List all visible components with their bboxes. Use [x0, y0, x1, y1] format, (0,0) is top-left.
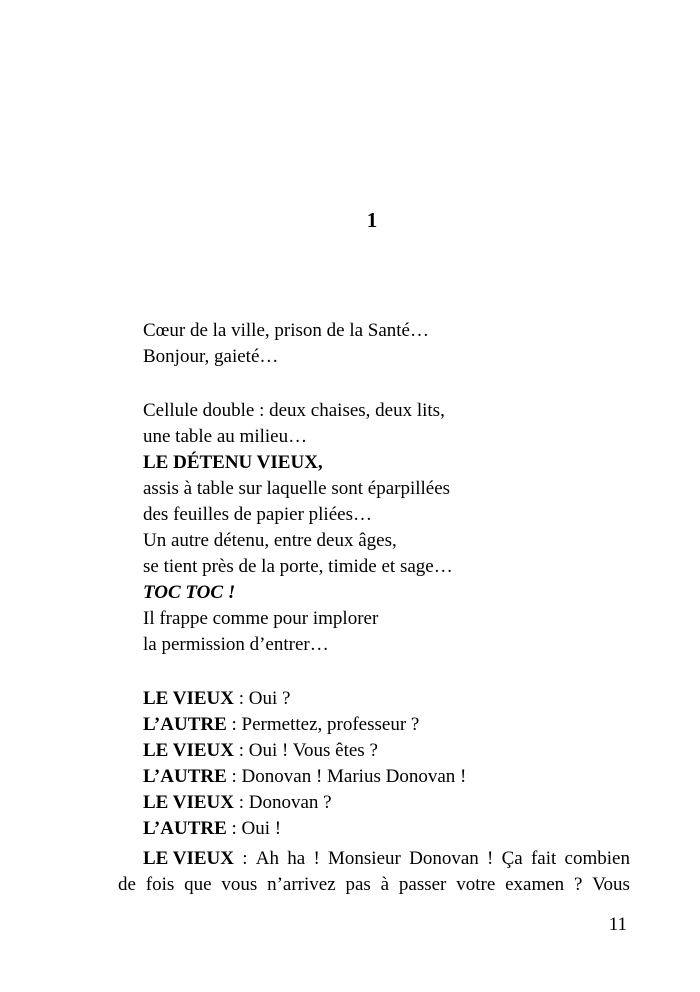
word: : [242, 848, 248, 869]
word: de [118, 874, 136, 895]
dialogue-line [143, 816, 281, 842]
word: ha [287, 848, 306, 869]
word: Ah [255, 848, 279, 869]
word: que [184, 874, 212, 895]
stage-direction-line: des feuilles de papier pliées… [143, 504, 372, 525]
dialogue-line [143, 738, 378, 764]
dialogue-line [143, 686, 290, 712]
stage-direction-line: Un autre détenu, entre deux âges, [143, 530, 397, 551]
word: fait [530, 848, 557, 869]
stage-direction-line: se tient près de la porte, timide et sage… [143, 556, 453, 577]
sound-effect: TOC TOC ! [143, 582, 236, 603]
word: vous [221, 874, 258, 895]
stage-direction-line: la permission d’entrer… [143, 634, 329, 655]
word: passer [398, 874, 447, 895]
dialogue-text: : Oui ! [226, 818, 282, 839]
speaker-name: L’AUTRE [143, 766, 227, 787]
stage-direction-line: assis à table sur laquelle sont éparpillées [143, 478, 451, 499]
dialogue-text: : Oui ! Vous êtes ? [233, 740, 378, 761]
stage-direction-line: Cœur de la ville, prison de la Santé… [143, 320, 429, 341]
word: n’arrivez [267, 874, 336, 895]
word: votre [456, 874, 496, 895]
final-paragraph-line-2 [118, 872, 630, 898]
speaker-name: LE VIEUX [143, 688, 234, 709]
word: Monsieur [328, 848, 401, 869]
chapter-number: 1 [366, 208, 378, 232]
speaker-name: LE VIEUX [143, 740, 234, 761]
word: ! [313, 848, 320, 869]
dialogue-line [143, 764, 466, 790]
dialogue-text: : Donovan ! Marius Donovan ! [226, 766, 467, 787]
dialogue-line [143, 712, 419, 738]
word: combien [564, 848, 630, 869]
speaker-name: LE VIEUX [143, 792, 234, 813]
dialogue-line [143, 790, 332, 816]
stage-direction-line: Cellule double : deux chaises, deux lits, [143, 400, 445, 421]
word: pas [345, 874, 371, 895]
word: ? [574, 874, 583, 895]
word: à [380, 874, 390, 895]
stage-direction-line: Il frappe comme pour implorer [143, 608, 379, 629]
page-number: 11 [608, 914, 627, 935]
speaker-name: LE VIEUX [143, 848, 234, 869]
word: fois [145, 874, 175, 895]
word: Donovan [409, 848, 479, 869]
word: Vous [592, 874, 630, 895]
stage-direction-line: une table au milieu… [143, 426, 308, 447]
dialogue-text: : Permettez, professeur ? [226, 714, 420, 735]
dialogue-text: : Donovan ? [233, 792, 332, 813]
word: Ça [501, 848, 523, 869]
final-paragraph-line-1 [143, 846, 630, 872]
speaker-name: L’AUTRE [143, 714, 227, 735]
character-name: LE DÉTENU VIEUX, [143, 452, 323, 473]
speaker-name: L’AUTRE [143, 818, 227, 839]
word: ! [487, 848, 494, 869]
stage-direction-line: Bonjour, gaieté… [143, 346, 279, 367]
dialogue-text: : Oui ? [233, 688, 291, 709]
word: examen [505, 874, 565, 895]
